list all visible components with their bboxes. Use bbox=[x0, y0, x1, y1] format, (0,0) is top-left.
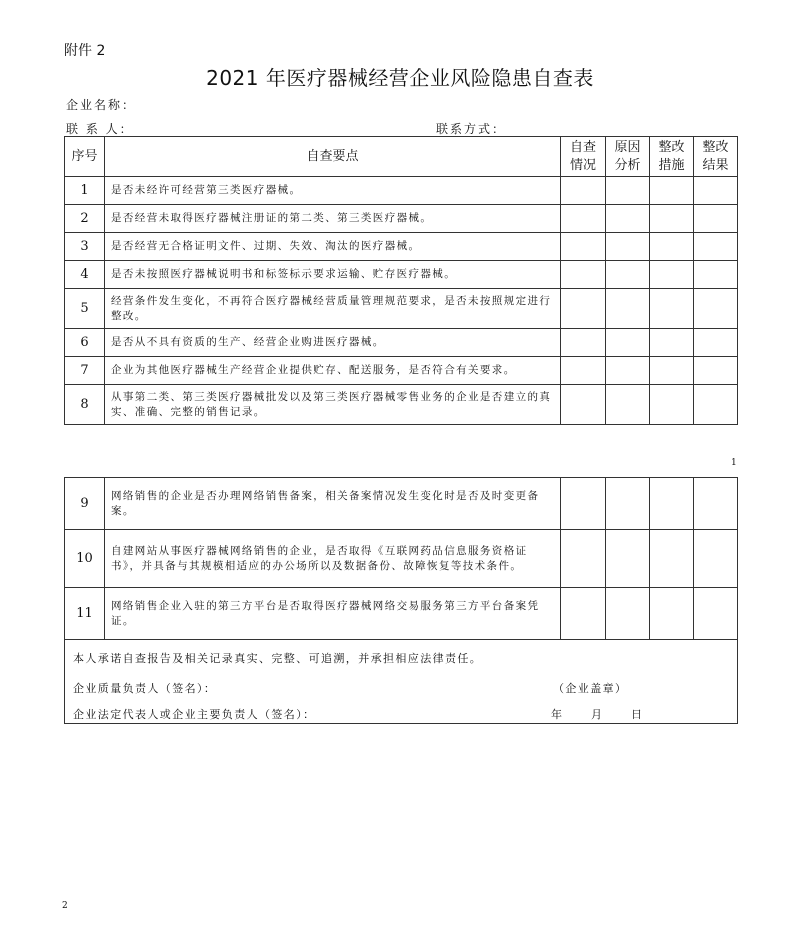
row-number: 9 bbox=[65, 478, 105, 530]
result-cell[interactable] bbox=[694, 289, 738, 329]
cause-cell[interactable] bbox=[606, 205, 650, 233]
measures-cell[interactable] bbox=[650, 588, 694, 640]
result-cell[interactable] bbox=[694, 329, 738, 357]
row-check-point: 是否未按照医疗器械说明书和标签标示要求运输、贮存医疗器械。 bbox=[105, 261, 561, 289]
row-number: 5 bbox=[65, 289, 105, 329]
self-check-cell[interactable] bbox=[561, 289, 606, 329]
cause-cell[interactable] bbox=[606, 289, 650, 329]
row-check-point: 经营条件发生变化，不再符合医疗器械经营质量管理规范要求，是否未按照规定进行整改。 bbox=[105, 289, 561, 329]
self-check-cell[interactable] bbox=[561, 233, 606, 261]
legal-rep-signature-label: 企业法定代表人或企业主要负责人（签名）： bbox=[73, 708, 316, 721]
cause-cell[interactable] bbox=[606, 530, 650, 588]
row-number: 7 bbox=[65, 357, 105, 385]
row-number: 8 bbox=[65, 385, 105, 425]
measures-cell[interactable] bbox=[650, 289, 694, 329]
header-result-line1: 整改 bbox=[702, 139, 729, 155]
company-seal-label: （企业盖章） bbox=[553, 682, 628, 695]
result-cell[interactable] bbox=[694, 233, 738, 261]
table-row bbox=[65, 530, 738, 588]
header-measures-line1: 整改 bbox=[658, 139, 685, 155]
result-cell[interactable] bbox=[694, 530, 738, 588]
row-check-point: 是否从不具有资质的生产、经营企业购进医疗器械。 bbox=[105, 329, 561, 357]
date-day-label: 日 bbox=[631, 708, 644, 721]
measures-cell[interactable] bbox=[650, 205, 694, 233]
company-name-label: 企业名称： bbox=[66, 98, 137, 112]
row-check-point: 自建网站从事医疗器械网络销售的企业，是否取得《互联网药品信息服务资格证书》，并具备与其规模相适应的办公场所以及数据备份、故障恢复等技术条件。 bbox=[105, 530, 561, 588]
self-check-cell[interactable] bbox=[561, 588, 606, 640]
table-row bbox=[65, 329, 738, 357]
contact-person-label: 联 系 人： bbox=[66, 122, 134, 136]
table-row bbox=[65, 588, 738, 640]
cause-cell[interactable] bbox=[606, 588, 650, 640]
measures-cell[interactable] bbox=[650, 357, 694, 385]
measures-cell[interactable] bbox=[650, 177, 694, 205]
row-number: 2 bbox=[65, 205, 105, 233]
attachment-label: 附件 2 bbox=[64, 43, 106, 59]
header-measures bbox=[650, 137, 694, 177]
row-number: 11 bbox=[65, 588, 105, 640]
table-header-row bbox=[65, 137, 738, 177]
table-row bbox=[65, 289, 738, 329]
self-check-cell[interactable] bbox=[561, 357, 606, 385]
table-row bbox=[65, 177, 738, 205]
declaration-row bbox=[65, 640, 738, 724]
table-row bbox=[65, 357, 738, 385]
measures-cell[interactable] bbox=[650, 530, 694, 588]
quality-head-signature-label: 企业质量负责人（签名）： bbox=[73, 682, 217, 695]
result-cell[interactable] bbox=[694, 357, 738, 385]
measures-cell[interactable] bbox=[650, 261, 694, 289]
table-row bbox=[65, 478, 738, 530]
cause-cell[interactable] bbox=[606, 261, 650, 289]
header-result-line2: 结果 bbox=[702, 157, 729, 173]
self-check-cell[interactable] bbox=[561, 261, 606, 289]
header-cause bbox=[606, 137, 650, 177]
self-check-cell[interactable] bbox=[561, 329, 606, 357]
row-check-point: 网络销售企业入驻的第三方平台是否取得医疗器械网络交易服务第三方平台备案凭证。 bbox=[105, 588, 561, 640]
row-check-point: 是否经营未取得医疗器械注册证的第二类、第三类医疗器械。 bbox=[105, 205, 561, 233]
page-number-1: 1 bbox=[731, 458, 737, 468]
row-check-point: 是否未经许可经营第三类医疗器械。 bbox=[105, 177, 561, 205]
self-check-table-page1 bbox=[64, 136, 738, 425]
measures-cell[interactable] bbox=[650, 233, 694, 261]
header-self-check bbox=[561, 137, 606, 177]
self-check-table-page2 bbox=[64, 477, 738, 724]
table-row bbox=[65, 385, 738, 425]
row-number: 4 bbox=[65, 261, 105, 289]
cause-cell[interactable] bbox=[606, 385, 650, 425]
self-check-cell[interactable] bbox=[561, 478, 606, 530]
result-cell[interactable] bbox=[694, 385, 738, 425]
header-cause-line2: 分析 bbox=[614, 157, 641, 173]
row-number: 6 bbox=[65, 329, 105, 357]
measures-cell[interactable] bbox=[650, 329, 694, 357]
page-number-2: 2 bbox=[62, 901, 68, 911]
cause-cell[interactable] bbox=[606, 177, 650, 205]
date-month-label: 月 bbox=[591, 708, 604, 721]
cause-cell[interactable] bbox=[606, 478, 650, 530]
self-check-cell[interactable] bbox=[561, 385, 606, 425]
date-year-label: 年 bbox=[551, 708, 564, 721]
result-cell[interactable] bbox=[694, 588, 738, 640]
table-row bbox=[65, 205, 738, 233]
row-check-point: 企业为其他医疗器械生产经营企业提供贮存、配送服务，是否符合有关要求。 bbox=[105, 357, 561, 385]
row-number: 3 bbox=[65, 233, 105, 261]
result-cell[interactable] bbox=[694, 177, 738, 205]
header-points: 自查要点 bbox=[105, 137, 561, 177]
row-check-point: 网络销售的企业是否办理网络销售备案，相关备案情况发生变化时是否及时变更备案。 bbox=[105, 478, 561, 530]
row-check-point: 从事第二类、第三类医疗器械批发以及第三类医疗器械零售业务的企业是否建立的真实、准确、完整的销售记录。 bbox=[105, 385, 561, 425]
declaration-commitment: 本人承诺自查报告及相关记录真实、完整、可追溯，并承担相应法律责任。 bbox=[73, 652, 483, 665]
result-cell[interactable] bbox=[694, 478, 738, 530]
measures-cell[interactable] bbox=[650, 385, 694, 425]
cause-cell[interactable] bbox=[606, 329, 650, 357]
row-number: 1 bbox=[65, 177, 105, 205]
header-cause-line1: 原因 bbox=[614, 139, 641, 155]
contact-method-label: 联系方式： bbox=[436, 122, 507, 136]
cause-cell[interactable] bbox=[606, 233, 650, 261]
row-number: 10 bbox=[65, 530, 105, 588]
result-cell[interactable] bbox=[694, 261, 738, 289]
self-check-cell[interactable] bbox=[561, 205, 606, 233]
cause-cell[interactable] bbox=[606, 357, 650, 385]
header-self-check-line1: 自查 bbox=[569, 139, 596, 155]
page-title: 2021 年医疗器械经营企业风险隐患自查表 bbox=[206, 66, 594, 90]
header-seq: 序号 bbox=[65, 137, 105, 177]
table-row bbox=[65, 233, 738, 261]
row-check-point: 是否经营无合格证明文件、过期、失效、淘汰的医疗器械。 bbox=[105, 233, 561, 261]
header-measures-line2: 措施 bbox=[658, 157, 685, 173]
self-check-cell[interactable] bbox=[561, 177, 606, 205]
declaration-cell bbox=[65, 640, 738, 724]
result-cell[interactable] bbox=[694, 205, 738, 233]
self-check-cell[interactable] bbox=[561, 530, 606, 588]
table-row bbox=[65, 261, 738, 289]
header-self-check-line2: 情况 bbox=[569, 157, 596, 173]
header-result bbox=[694, 137, 738, 177]
measures-cell[interactable] bbox=[650, 478, 694, 530]
